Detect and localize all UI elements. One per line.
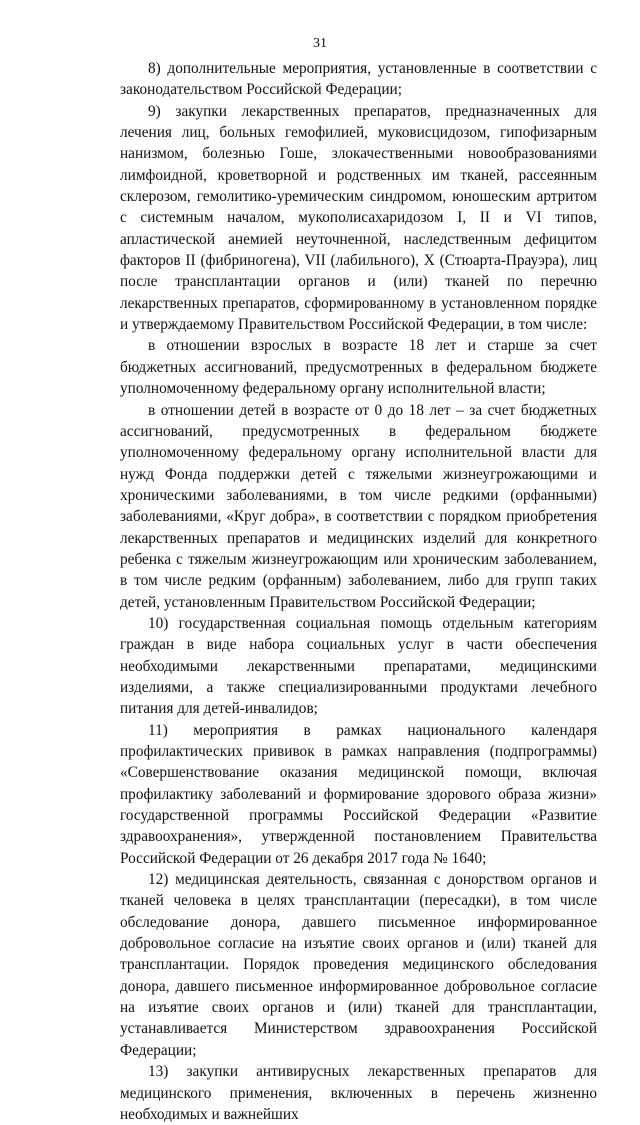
paragraph-children: в отношении детей в возрасте от 0 до 18 лет – за счет бюджетных ассигнований, предусмотренных в федеральном бюджете уполномоченному федеральному органу исполнительной власти для нужд Фонда поддержки детей с тяжелыми жизнеугрожающими и хроническими заболеваниями, в том числе редкими (орфанными) заболеваниями, «Круг добра», в соответствии с порядком приобретения лекарственных препаратов и медицинских изделий для конкретного ребенка с тяжелым жизнеугрожающим или хроническим заболеванием, в том числе редким (орфанным) заболеванием, либо для групп таких детей, установленным Правительством Российской Федерации; (120, 401, 597, 611)
paragraph-item-8: 8) дополнительные мероприятия, установленные в соответствии с законодательством Российской Федерации; (120, 60, 597, 99)
paragraph-item-9: 9) закупки лекарственных препаратов, предназначенных для лечения лиц, больных гемофилией, муковисцидозом, гипофизарным нанизмом, болезнью Гоше, злокачественными новообразованиями лимфоидной, кроветворной и родственных им тканей, рассеянным склерозом, гемолитико-уремическим синдромом, юношеским артритом с системным началом, мукополисахаридозом I, II и VI типов, апластической анемией неуточненной, наследственным дефицитом факторов II (фибриногена), VII (лабильного), X (Стюарта-Прауэра), лиц после трансплантации органов и (или) тканей по перечню лекарственных препаратов, сформированному в установленном порядке и утверждаемому Правительством Российской Федерации, в том числе: (120, 102, 597, 334)
paragraph-adults: в отношении взрослых в возрасте 18 лет и старше за счет бюджетных ассигнований, предусмотренных в федеральном бюджете уполномоченному федеральному органу исполнительной власти; (120, 337, 597, 398)
paragraph-item-11: 11) мероприятия в рамках национального календаря профилактических прививок в рамках направления (подпрограммы) «Совершенствование оказания медицинской помощи, включая профилактику заболеваний и формирование здорового образа жизни» государственной программы Российской Федерации «Развитие здравоохранения», утвержденной постановлением Правительства Российской Федерации от 26 декабря 2017 года № 1640; (120, 721, 597, 867)
paragraph-item-10: 10) государственная социальная помощь отдельным категориям граждан в виде набора социальных услуг в части обеспечения необходимыми лекарственными препаратами, медицинскими изделиями, а также специализированными продуктами лечебного питания для детей-инвалидов; (120, 614, 597, 718)
document-body (120, 58, 597, 1125)
paragraph-item-13: 13) закупки антивирусных лекарственных препаратов для медицинского применения, включенных в перечень жизненно необходимых и важнейших (120, 1063, 597, 1123)
paragraph-item-12: 12) медицинская деятельность, связанная с донорством органов и тканей человека в целях трансплантации (пересадки), в том числе обследование донора, давшего письменное информированное добровольное согласие на изъятие своих органов и (или) тканей для трансплантации. Порядок проведения медицинского обследования донора, давшего письменное информированное добровольное согласие на изъятие своих органов и (или) тканей для трансплантации, устанавливается Министерством здравоохранения Российской Федерации; (120, 871, 597, 1059)
page-number: 31 (313, 36, 327, 51)
